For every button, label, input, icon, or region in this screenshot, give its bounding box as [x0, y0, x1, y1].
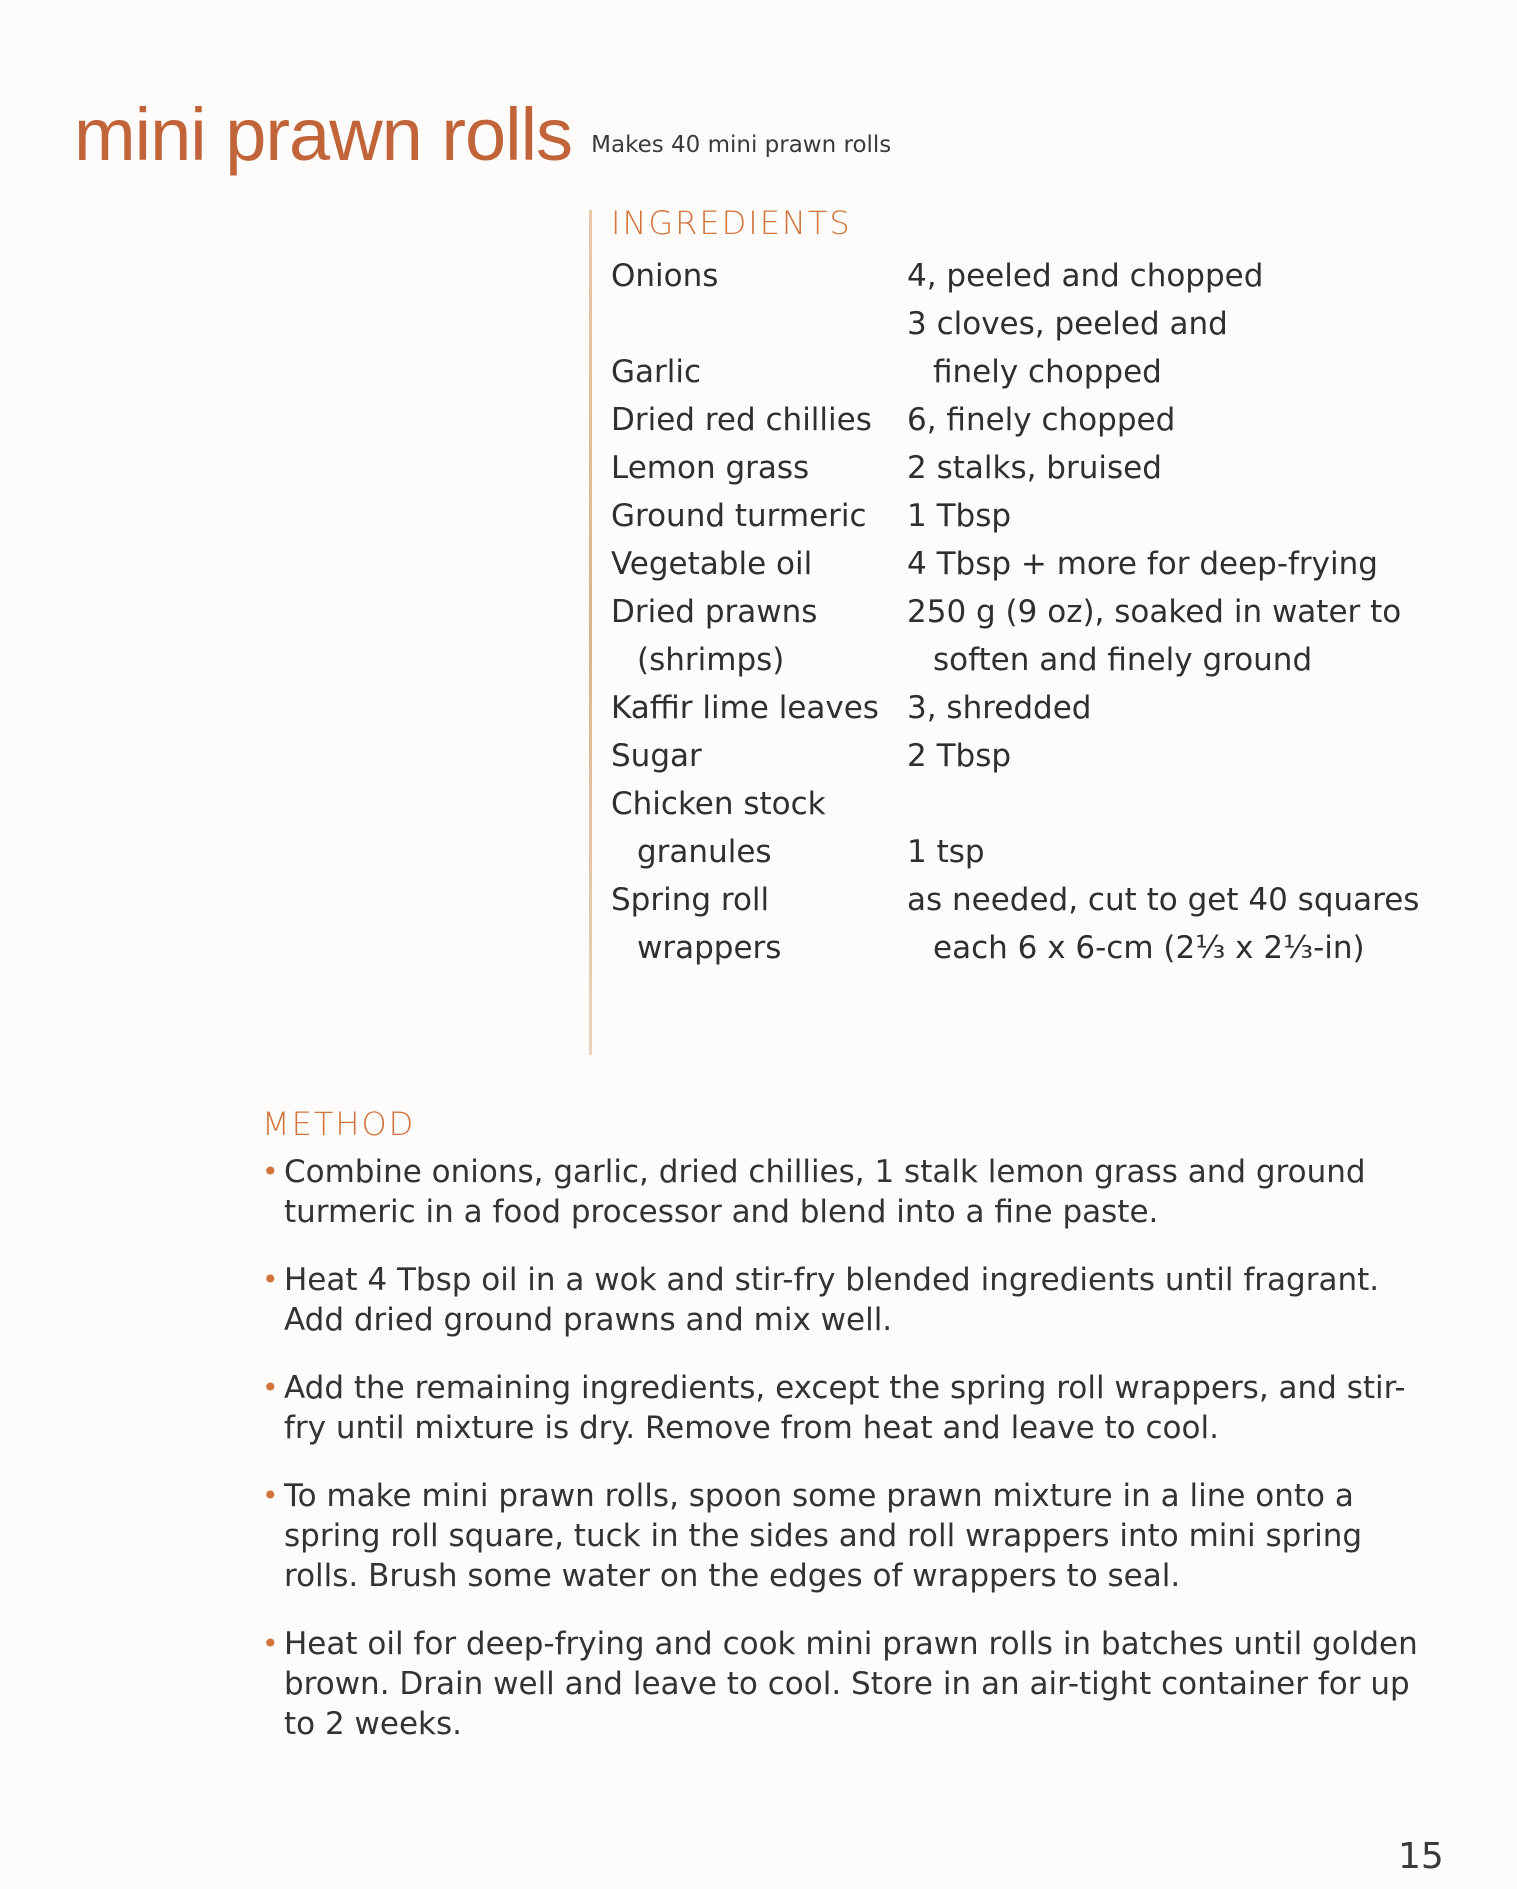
ingredient-quantity — [907, 876, 1419, 972]
method-step — [262, 1624, 1442, 1744]
ingredient-name — [611, 780, 907, 876]
bullet-icon: • — [262, 1263, 279, 1296]
ingredient-name — [611, 444, 907, 492]
ingredient-quantity-line: 4 Tbsp + more for deep-frying — [907, 546, 1378, 582]
ingredient-name-line: Kaffir lime leaves — [611, 690, 879, 726]
ingredient-name-line: Sugar — [611, 738, 702, 774]
ingredient-quantity-line: 3, shredded — [907, 690, 1092, 726]
ingredient-quantity-line: each 6 x 6-cm (2⅓ x 2⅓-in) — [933, 930, 1365, 966]
ingredient-row — [611, 876, 1419, 972]
ingredients-table — [611, 252, 1419, 972]
ingredient-name-line: wrappers — [637, 930, 782, 966]
ingredient-quantity — [907, 492, 1419, 540]
ingredient-quantity-line: 6, finely chopped — [907, 402, 1176, 438]
method-heading: METHOD — [262, 1105, 416, 1143]
ingredient-quantity-line: 1 tsp — [907, 834, 985, 870]
ingredient-quantity-line: 2 Tbsp — [907, 738, 1012, 774]
ingredient-row — [611, 780, 1419, 876]
title-row — [74, 92, 891, 177]
ingredient-name-line: Spring roll — [611, 882, 770, 918]
bullet-icon: • — [262, 1371, 279, 1404]
ingredient-name — [611, 684, 907, 732]
ingredient-name-line: Vegetable oil — [611, 546, 813, 582]
ingredients-heading: INGREDIENTS — [611, 204, 852, 242]
ingredient-quantity-line: 250 g (9 oz), soaked in water to — [907, 594, 1402, 630]
page-number: 15 — [1398, 1836, 1444, 1877]
method-step — [262, 1152, 1442, 1232]
ingredient-name-line: Dried prawns — [611, 594, 818, 630]
ingredient-quantity-line: finely chopped — [933, 354, 1162, 390]
ingredient-quantity — [907, 300, 1419, 396]
ingredient-quantity — [907, 252, 1419, 300]
ingredient-name-line: (shrimps) — [637, 642, 785, 678]
ingredient-row — [611, 540, 1419, 588]
ingredient-row — [611, 252, 1419, 300]
ingredient-row — [611, 588, 1419, 684]
ingredient-quantity-line: 1 Tbsp — [907, 498, 1012, 534]
ingredient-quantity-line: soften and finely ground — [933, 642, 1313, 678]
method-step — [262, 1260, 1442, 1340]
ingredient-name — [611, 396, 907, 444]
ingredient-name-line: Garlic — [611, 354, 702, 390]
ingredient-row — [611, 684, 1419, 732]
ingredient-name — [611, 252, 907, 300]
ingredient-name — [611, 876, 907, 972]
recipe-title: mini prawn rolls — [74, 93, 573, 176]
ingredient-name — [611, 492, 907, 540]
ingredient-quantity-line: 3 cloves, peeled and — [907, 306, 1228, 342]
ingredient-name-line: Onions — [611, 258, 719, 294]
ingredient-name — [611, 588, 907, 684]
ingredient-quantity — [907, 732, 1419, 780]
ingredient-quantity — [907, 588, 1419, 684]
ingredient-quantity-line: 2 stalks, bruised — [907, 450, 1162, 486]
method-step-text: Combine onions, garlic, dried chillies, 1 stalk lemon grass and ground turmeric in a food processor and blend into a fine paste. — [284, 1154, 1366, 1230]
ingredients-body — [611, 252, 1419, 972]
ingredient-name-line: Chicken stock — [611, 786, 826, 822]
ingredient-quantity-line: as needed, cut to get 40 squares — [907, 882, 1420, 918]
bullet-icon: • — [262, 1155, 279, 1188]
ingredient-quantity — [907, 684, 1419, 732]
ingredient-quantity — [907, 396, 1419, 444]
ingredient-name-line: Lemon grass — [611, 450, 810, 486]
method-step — [262, 1476, 1442, 1596]
bullet-icon: • — [262, 1479, 279, 1512]
ingredient-row — [611, 444, 1419, 492]
ingredient-row — [611, 492, 1419, 540]
method-list — [262, 1152, 1442, 1772]
method-step — [262, 1368, 1442, 1448]
ingredient-row — [611, 396, 1419, 444]
ingredient-name — [611, 732, 907, 780]
ingredients-divider — [589, 210, 592, 1055]
ingredient-name-line: granules — [637, 834, 772, 870]
ingredient-name-line: Ground turmeric — [611, 498, 867, 534]
method-step-text: Add the remaining ingredients, except the spring roll wrappers, and stir-fry until mixture is dry. Remove from heat and leave to cool. — [284, 1370, 1406, 1446]
ingredient-quantity — [907, 444, 1419, 492]
ingredient-row — [611, 300, 1419, 396]
ingredient-row — [611, 732, 1419, 780]
ingredient-quantity-line: 4, peeled and chopped — [907, 258, 1264, 294]
ingredient-name — [611, 540, 907, 588]
method-step-text: To make mini prawn rolls, spoon some prawn mixture in a line onto a spring roll square, tuck in the sides and roll wrappers into mini spring rolls. Brush some water on the edges of wrappers to seal. — [284, 1478, 1363, 1594]
recipe-yield: Makes 40 mini prawn rolls — [591, 132, 892, 158]
ingredient-quantity — [907, 540, 1419, 588]
ingredient-name-line: Dried red chillies — [611, 402, 872, 438]
method-step-text: Heat 4 Tbsp oil in a wok and stir-fry blended ingredients until fragrant. Add dried ground prawns and mix well. — [284, 1262, 1380, 1338]
method-step-text: Heat oil for deep-frying and cook mini prawn rolls in batches until golden brown. Drain well and leave to cool. Store in an air-tight container for up to 2 weeks. — [284, 1626, 1418, 1742]
bullet-icon: • — [262, 1627, 279, 1660]
ingredient-name — [611, 300, 907, 396]
ingredient-quantity — [907, 780, 1419, 876]
